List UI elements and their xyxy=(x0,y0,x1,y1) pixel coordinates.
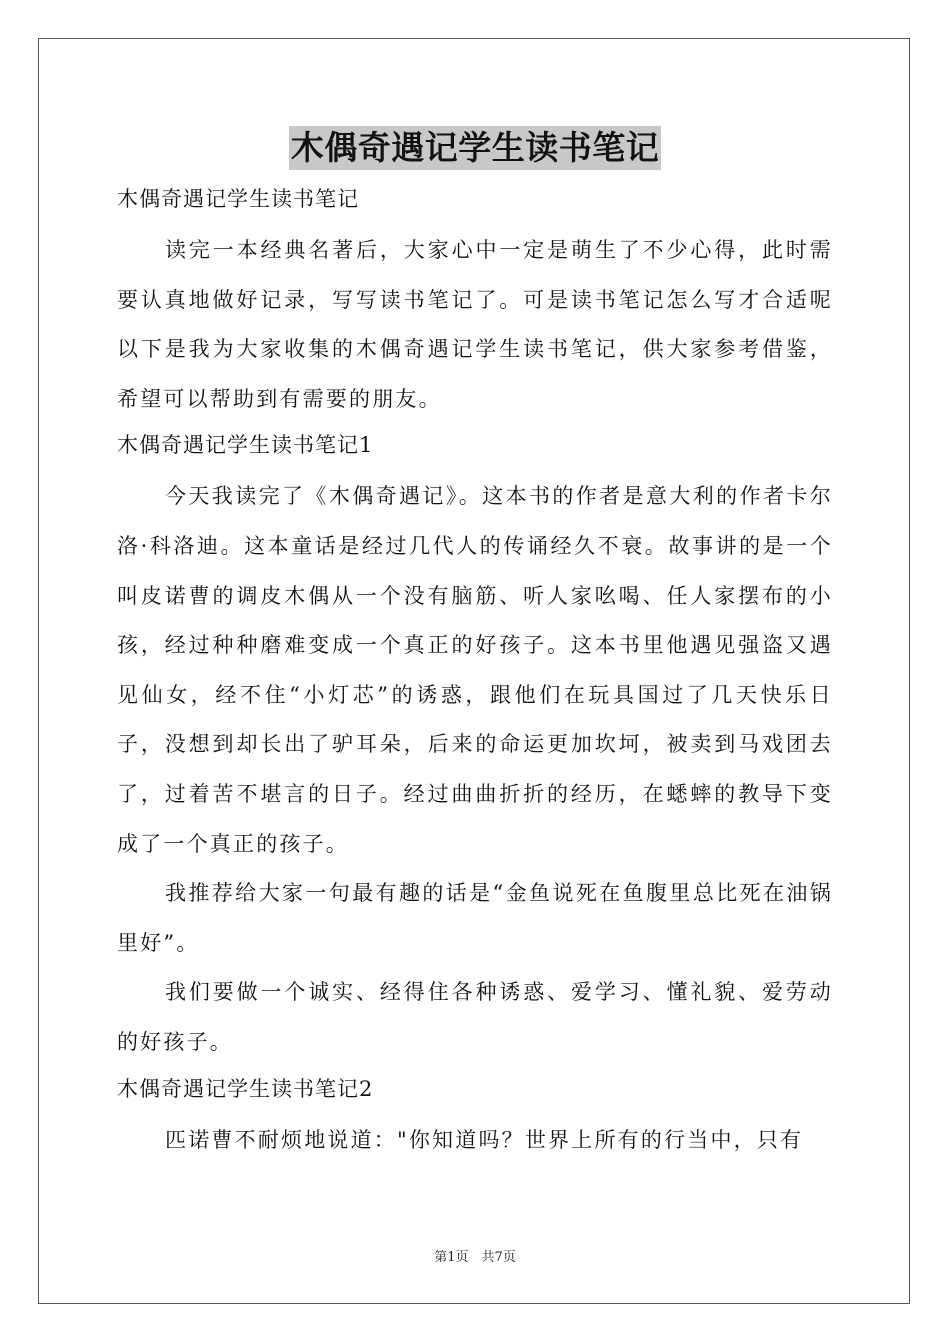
section-1-paragraph-3: 我们要做一个诚实、经得住各种诱惑、爱学习、懂礼貌、爱劳动的好孩子。 xyxy=(117,980,833,1054)
section-1-paragraph-2: 我推荐给大家一句最有趣的话是“金鱼说死在鱼腹里总比死在油锅里好”。 xyxy=(117,881,833,955)
section-1-heading: 木偶奇遇记学生读书笔记1 xyxy=(117,433,374,458)
intro-paragraph: 读完一本经典名著后，大家心中一定是萌生了不少心得，此时需要认真地做好记录，写写读书笔记了。可是读书笔记怎么写才合适呢以下是我为大家收集的木偶奇遇记学生读书笔记，供大家参考借鉴，希望可以帮助到有需要的朋友。 xyxy=(117,238,833,411)
document-subtitle: 木偶奇遇记学生读书笔记 xyxy=(117,187,359,211)
section-2-paragraph-1: 匹诺曹不耐烦地说道："你知道吗？世界上所有的行当中，只有 xyxy=(165,1127,804,1152)
page-footer: 第1页 共7页 xyxy=(434,1250,516,1265)
document-title: 木偶奇遇记学生读书笔记 xyxy=(289,126,662,170)
section-2-heading: 木偶奇遇记学生读书笔记2 xyxy=(117,1076,374,1101)
section-1-paragraph-1: 今天我读完了《木偶奇遇记》。这本书的作者是意大利的作者卡尔洛·科洛迪。这本童话是经过几代人的传诵经久不衰。故事讲的是一个叫皮诺曹的调皮木偶从一个没有脑筋、听人家吆喝、任人家摆布的小孩，经过种种磨难变成一个真正的好孩子。这本书里他遇见强盗又遇见仙女，经不住“小灯芯”的诱惑，跟他们在玩具国过了几天快乐日子，没想到却长出了驴耳朵，后来的命运更加坎坷，被卖到马戏团去了，过着苦不堪言的日子。经过曲曲折折的经历，在蟋蟀的教导下变成了一个真正的孩子。 xyxy=(117,484,833,856)
title-container xyxy=(0,126,950,170)
document-body xyxy=(117,178,833,1165)
